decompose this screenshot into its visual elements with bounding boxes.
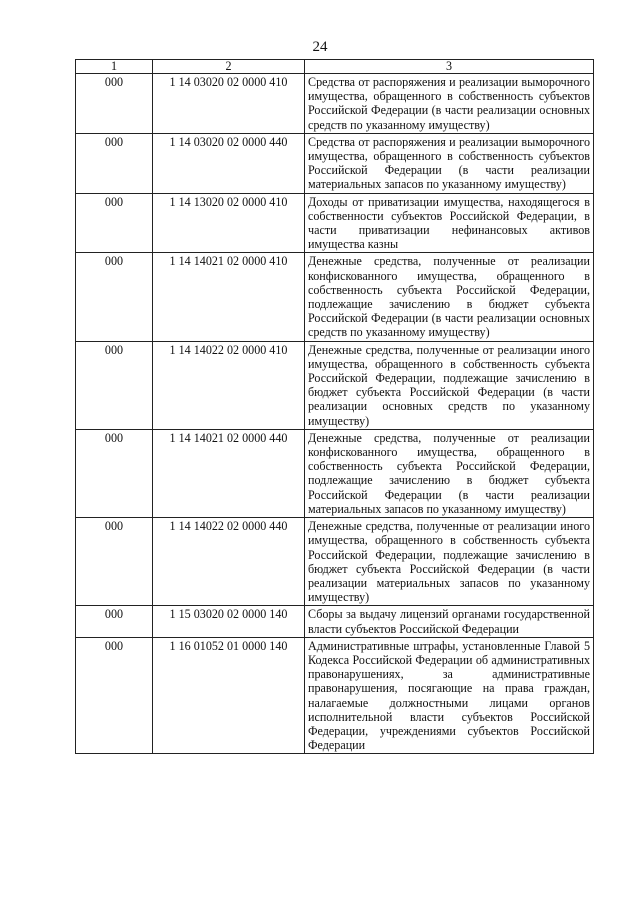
budget-code-cell: 1 14 14022 02 0000 440 (153, 518, 305, 606)
budget-code-cell: 1 14 14021 02 0000 440 (153, 429, 305, 517)
income-name-cell: Денежные средства, полученные от реализации конфискованного имущества, обращенного в собственность субъекта Российской Федерации, подлежащие зачислению в бюджет субъекта Российской Федерации (в части реализации основных средств по указанному имуществу) (305, 253, 594, 341)
income-name-cell: Денежные средства, полученные от реализации иного имущества, обращенного в собственность субъекта Российской Федерации, подлежащие зачислению в бюджет субъекта Российской Федерации (в части реализации материальных запасов по указанному имуществу) (305, 518, 594, 606)
column-header-3: 3 (305, 60, 594, 74)
admin-code-cell: 000 (76, 74, 153, 134)
income-name-cell: Денежные средства, полученные от реализации иного имущества, обращенного в собственность субъекта Российской Федерации, подлежащие зачислению в бюджет субъекта Российской Федерации (в части реализации основных средств по указанному имуществу) (305, 341, 594, 429)
budget-code-cell: 1 14 13020 02 0000 410 (153, 193, 305, 253)
budget-code-cell: 1 14 14022 02 0000 410 (153, 341, 305, 429)
table-row (76, 193, 594, 253)
page-number: 24 (312, 39, 328, 55)
admin-code-cell: 000 (76, 429, 153, 517)
table-row (76, 253, 594, 341)
admin-code-cell: 000 (76, 637, 153, 754)
income-name-cell: Средства от распоряжения и реализации выморочного имущества, обращенного в собственность субъектов Российской Федерации (в части реализации материальных запасов по указанному имуществу) (305, 133, 594, 193)
table-row (76, 341, 594, 429)
column-header-2: 2 (153, 60, 305, 74)
table-header-row (76, 60, 594, 74)
admin-code-cell: 000 (76, 133, 153, 193)
table-row (76, 74, 594, 134)
admin-code-cell: 000 (76, 518, 153, 606)
budget-code-cell: 1 15 03020 02 0000 140 (153, 606, 305, 637)
table-row (76, 518, 594, 606)
table-row (76, 637, 594, 754)
income-name-cell: Средства от распоряжения и реализации выморочного имущества, обращенного в собственность субъектов Российской Федерации (в части реализации основных средств по указанному имуществу) (305, 74, 594, 134)
income-name-cell: Сборы за выдачу лицензий органами государственной власти субъектов Российской Федерации (305, 606, 594, 637)
table-row (76, 133, 594, 193)
admin-code-cell: 000 (76, 253, 153, 341)
budget-code-cell: 1 14 14021 02 0000 410 (153, 253, 305, 341)
income-name-cell: Денежные средства, полученные от реализации конфискованного имущества, обращенного в собственность субъекта Российской Федерации, подлежащие зачислению в бюджет субъекта Российской Федерации (в части реализации материальных запасов по указанному имуществу) (305, 429, 594, 517)
income-name-cell: Административные штрафы, установленные Главой 5 Кодекса Российской Федерации об административных правонарушениях, за административные правонарушения, посягающие на права граждан, налагаемые должностными лицами органов исполнительной власти субъектов Российской Федерации, учреждениями субъектов Российской Федерации (305, 637, 594, 754)
budget-code-cell: 1 16 01052 01 0000 140 (153, 637, 305, 754)
budget-code-cell: 1 14 03020 02 0000 410 (153, 74, 305, 134)
budget-code-cell: 1 14 03020 02 0000 440 (153, 133, 305, 193)
table-row (76, 429, 594, 517)
budget-codes-table (75, 59, 594, 754)
table-row (76, 606, 594, 637)
income-name-cell: Доходы от приватизации имущества, находящегося в собственности субъектов Российской Федерации, в части приватизации нефинансовых активов имущества казны (305, 193, 594, 253)
admin-code-cell: 000 (76, 341, 153, 429)
admin-code-cell: 000 (76, 193, 153, 253)
admin-code-cell: 000 (76, 606, 153, 637)
column-header-1: 1 (76, 60, 153, 74)
